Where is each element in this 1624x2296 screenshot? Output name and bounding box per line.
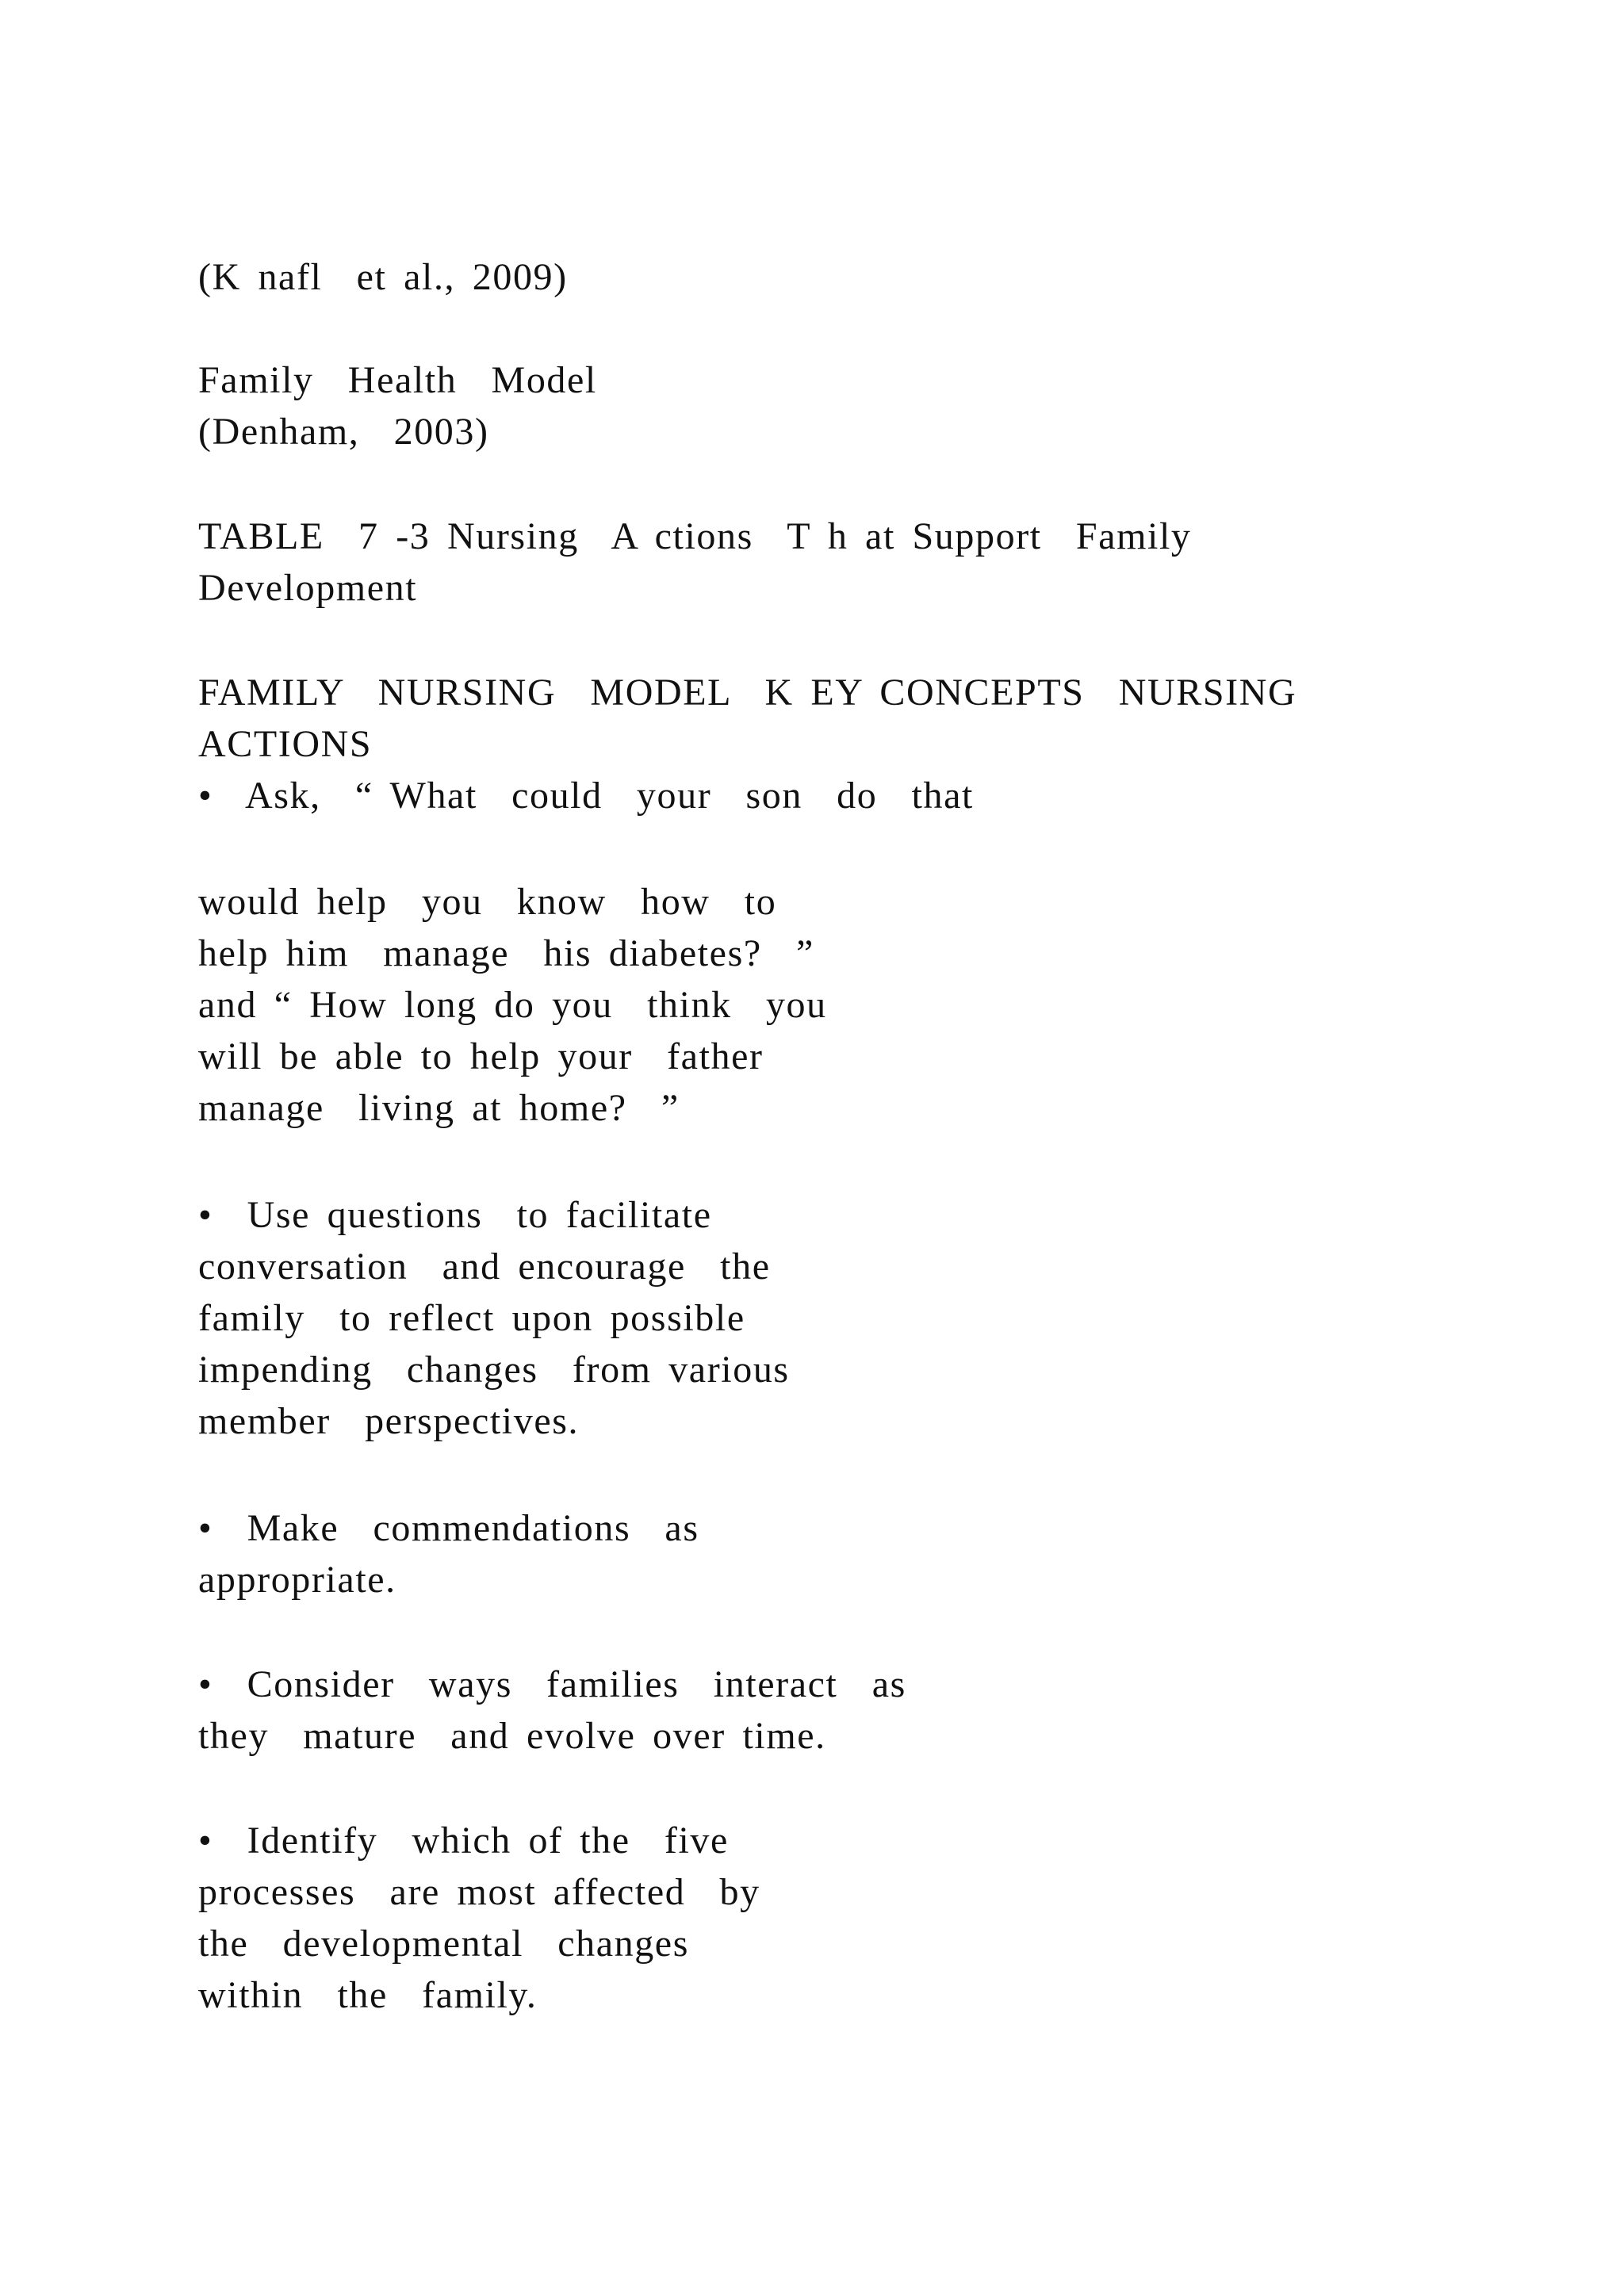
paragraph-line: would help you know how to [198, 881, 777, 923]
model-title: Family Health Model [198, 359, 597, 401]
paragraph-line: impending changes from various [198, 1349, 790, 1391]
bullet-line: • Ask, “ What could your son do that [198, 775, 974, 817]
paragraph-2 [198, 1189, 1435, 1447]
column-header-line: ACTIONS [198, 723, 373, 765]
paragraph-line: will be able to help your father [198, 1035, 764, 1077]
paragraph-line: appropriate. [198, 1559, 396, 1601]
paragraph-line: manage living at home? ” [198, 1087, 680, 1129]
paragraph-line: • Use questions to facilitate [198, 1194, 712, 1236]
column-header-line: FAMILY NURSING MODEL K EY CONCEPTS NURSING [198, 672, 1297, 714]
paragraph-line: conversation and encourage the [198, 1246, 771, 1288]
paragraph-line: • Make commendations as [198, 1507, 699, 1549]
paragraph-line: help him manage his diabetes? ” [198, 932, 814, 974]
table-caption-line: TABLE 7 -3 Nursing A ctions T h at Support Family [198, 515, 1192, 557]
paragraph-line: within the family. [198, 1974, 538, 2016]
table-caption [198, 511, 1435, 614]
column-header [198, 667, 1435, 821]
paragraph-line: • Identify which of the five [198, 1820, 729, 1862]
table-caption-line: Development [198, 567, 418, 609]
paragraph-line: they mature and evolve over time. [198, 1715, 826, 1757]
paragraph-1 [198, 876, 1435, 1134]
paragraph-5 [198, 1815, 1435, 2021]
paragraph-line: • Consider ways families interact as [198, 1663, 906, 1705]
paragraph-4 [198, 1659, 1435, 1762]
paragraph-line: the developmental changes [198, 1923, 689, 1965]
paragraph-line: processes are most affected by [198, 1871, 760, 1913]
citation-block [198, 251, 1435, 303]
citation: (K nafl et al., 2009) [198, 256, 568, 298]
paragraph-3 [198, 1502, 1435, 1605]
paragraph-line: family to reflect upon possible [198, 1297, 745, 1339]
model-reference: (Denham, 2003) [198, 411, 489, 453]
model-heading-block [198, 354, 1435, 457]
paragraph-line: member perspectives. [198, 1400, 580, 1442]
paragraph-line: and “ How long do you think you [198, 984, 827, 1026]
